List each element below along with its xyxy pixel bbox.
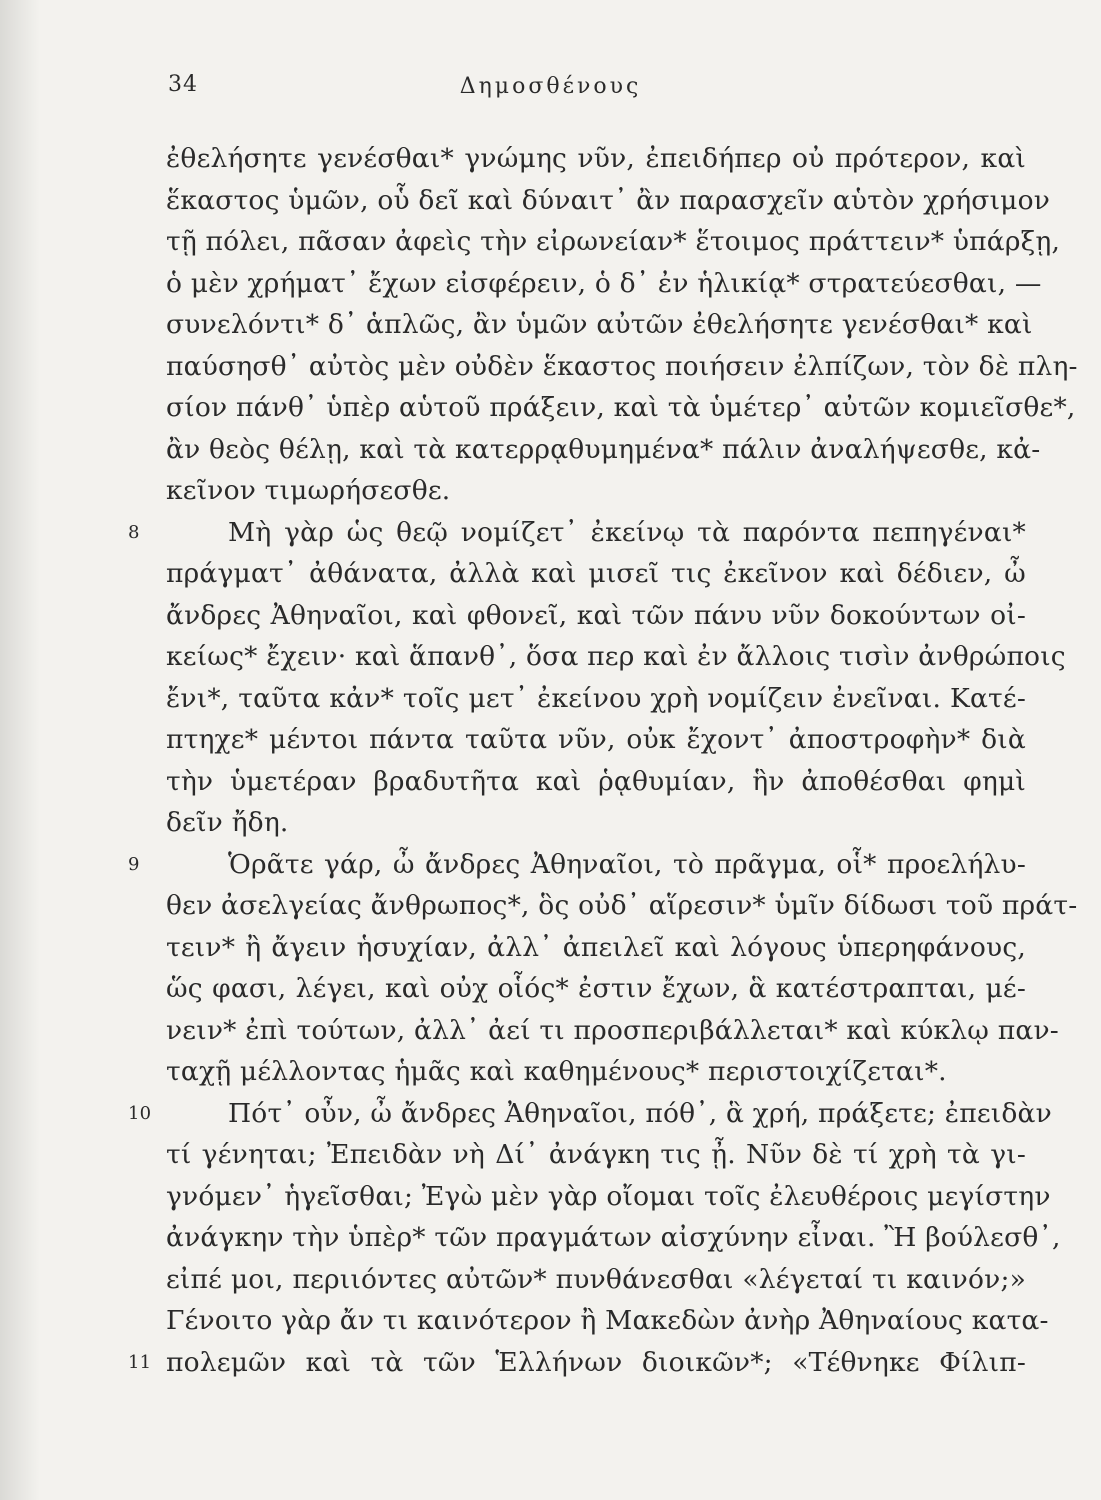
line-text: γνόμεν᾽ ἡγεῖσθαι; Ἐγὼ μὲν γὰρ οἴομαι τοῖς ἐλευθέροις μεγίστην	[166, 1180, 1051, 1212]
line-text: ἕκαστος ὑμῶν, οὗ δεῖ καὶ δύναιτ᾽ ἂν παρασχεῖν αὑτὸν χρήσιμον	[166, 184, 1051, 216]
text-line	[128, 1093, 1052, 1135]
line-text: Μὴ γὰρ ὡς θεῷ νομίζετ᾽ ἐκείνῳ τὰ παρόντα πεπηγέναι*	[228, 516, 1026, 548]
line-text: Γένοιτο γὰρ ἄν τι καινότερον ἢ Μακεδὼν ἀνὴρ Ἀθηναίους κατα-	[166, 1305, 1049, 1336]
text-line	[128, 844, 1026, 886]
line-text: ὁ μὲν χρήματ᾽ ἔχων εἰσφέρειν, ὁ δ᾽ ἐν ἡλικίᾳ* στρατεύεσθαι, —	[166, 267, 1042, 299]
line-text: ἂν θεὸς θέλῃ, καὶ τὰ κατερρᾳθυμημένα* πάλιν ἀναλήψεσθε, κἀ-	[166, 433, 1041, 465]
text-line	[166, 927, 1026, 969]
running-title: Δημοσθένους	[459, 74, 642, 99]
section-number: 10	[128, 1102, 152, 1124]
section-number: 9	[128, 853, 140, 875]
line-text: Ὁρᾶτε γάρ, ὦ ἄνδρες Ἀθηναῖοι, τὸ πρᾶγμα, οἷ* προελήλυ-	[228, 848, 1026, 880]
text-line	[166, 1176, 1051, 1218]
text-line	[166, 678, 1026, 720]
text-line	[166, 595, 1026, 637]
text-line	[128, 1342, 1026, 1384]
text-line	[166, 304, 1033, 346]
text-line	[166, 221, 1061, 263]
text-line	[166, 1134, 1026, 1176]
section-number: 8	[128, 521, 140, 543]
line-text: πολεμῶν καὶ τὰ τῶν Ἑλλήνων διοικῶν*; «Τέθνηκε Φίλιπ-	[166, 1346, 1026, 1378]
text-body	[128, 138, 1078, 1383]
line-text: τειν* ἢ ἄγειν ἡσυχίαν, ἀλλ᾽ ἀπειλεῖ καὶ λόγους ὑπερηφάνους,	[166, 931, 1026, 963]
line-text: τί γένηται; Ἐπειδὰν νὴ Δί᾽ ἀνάγκη τις ᾖ. Νῦν δὲ τί χρὴ τὰ γι-	[166, 1139, 1026, 1170]
text-line	[166, 346, 1078, 388]
line-text: δεῖν ἤδη.	[166, 807, 289, 838]
line-text: πράγματ᾽ ἀθάνατα, ἀλλὰ καὶ μισεῖ τις ἐκεῖνον καὶ δέδιεν, ὦ	[166, 558, 1026, 589]
line-text: θεν ἀσελγείας ἄνθρωπος*, ὃς οὐδ᾽ αἵρεσιν* ὑμῖν δίδωσι τοῦ πράτ-	[166, 890, 1078, 921]
text-line	[166, 387, 1076, 429]
gutter-shadow	[0, 0, 40, 1500]
line-text: τὴν ὑμετέραν βραδυτῆτα καὶ ῥᾳθυμίαν, ἣν ἀποθέσθαι φημὶ	[166, 765, 1026, 797]
text-line	[166, 263, 1042, 305]
line-text: εἰπέ μοι, περιιόντες αὐτῶν* πυνθάνεσθαι «λέγεταί τι καινόν;»	[166, 1263, 1026, 1295]
text-line	[166, 1259, 1026, 1301]
line-text: παύσησθ᾽ αὐτὸς μὲν οὐδὲν ἕκαστος ποιήσειν ἐλπίζων, τὸν δὲ πλη-	[166, 350, 1078, 382]
text-line	[166, 429, 1041, 471]
line-text: συνελόντι* δ᾽ ἁπλῶς, ἂν ὑμῶν αὐτῶν ἐθελήσητε γενέσθαι* καὶ	[166, 309, 1033, 340]
text-line	[166, 180, 1051, 222]
text-line	[166, 968, 1026, 1010]
line-text: ἄνδρες Ἀθηναῖοι, καὶ φθονεῖ, καὶ τῶν πάνυ νῦν δοκούντων οἰ-	[166, 599, 1026, 631]
line-text: νειν* ἐπὶ τούτων, ἀλλ᾽ ἀεί τι προσπεριβάλλεται* καὶ κύκλῳ παν-	[166, 1014, 1059, 1046]
text-line	[166, 1051, 1026, 1093]
text-line	[166, 719, 1026, 761]
text-line	[166, 1217, 1061, 1259]
line-text: ἀνάγκην τὴν ὑπὲρ* τῶν πραγμάτων αἰσχύνην εἶναι. Ἢ βούλεσθ᾽,	[166, 1222, 1061, 1253]
text-line	[166, 138, 1026, 180]
text-line	[166, 802, 1026, 844]
text-line	[166, 470, 1026, 512]
text-line	[166, 553, 1026, 595]
line-text: ὥς φασι, λέγει, καὶ οὐχ οἷός* ἐστιν ἔχων, ἃ κατέστραπται, μέ-	[166, 973, 1026, 1004]
text-line	[166, 885, 1078, 927]
line-text: κεῖνον τιμωρήσεσθε.	[166, 475, 451, 506]
line-text: πτηχε* μέντοι πάντα ταῦτα νῦν, οὐκ ἔχοντ᾽ ἀποστροφὴν* διὰ	[166, 724, 1026, 755]
page-number: 34	[168, 72, 198, 97]
line-text: ἔνι*, ταῦτα κἀν* τοῖς μετ᾽ ἐκείνου χρὴ νομίζειν ἐνεῖναι. Κατέ-	[166, 682, 1026, 714]
section-number: 11	[128, 1351, 152, 1373]
line-text: Πότ᾽ οὖν, ὦ ἄνδρες Ἀθηναῖοι, πόθ᾽, ἃ χρή, πράξετε; ἐπειδὰν	[228, 1097, 1052, 1129]
text-line	[128, 512, 1026, 554]
text-line	[166, 761, 1026, 803]
line-text: τῇ πόλει, πᾶσαν ἀφεὶς τὴν εἰρωνείαν* ἕτοιμος πράττειν* ὑπάρξῃ,	[166, 226, 1061, 257]
text-line	[166, 636, 1066, 678]
text-line	[166, 1010, 1059, 1052]
line-text: ταχῇ μέλλοντας ἡμᾶς καὶ καθημένους* περιστοιχίζεται*.	[166, 1056, 947, 1087]
line-text: σίον πάνθ᾽ ὑπὲρ αὑτοῦ πράξειν, καὶ τὰ ὑμέτερ᾽ αὐτῶν κομιεῖσθε*,	[166, 392, 1076, 423]
line-text: ἐθελήσητε γενέσθαι* γνώμης νῦν, ἐπειδήπερ οὐ πρότερον, καὶ	[166, 143, 1026, 174]
text-line	[166, 1300, 1049, 1342]
line-text: κείως* ἔχειν· καὶ ἅπανθ᾽, ὅσα περ καὶ ἐν ἄλλοις τισὶν ἀνθρώποις	[166, 641, 1066, 672]
